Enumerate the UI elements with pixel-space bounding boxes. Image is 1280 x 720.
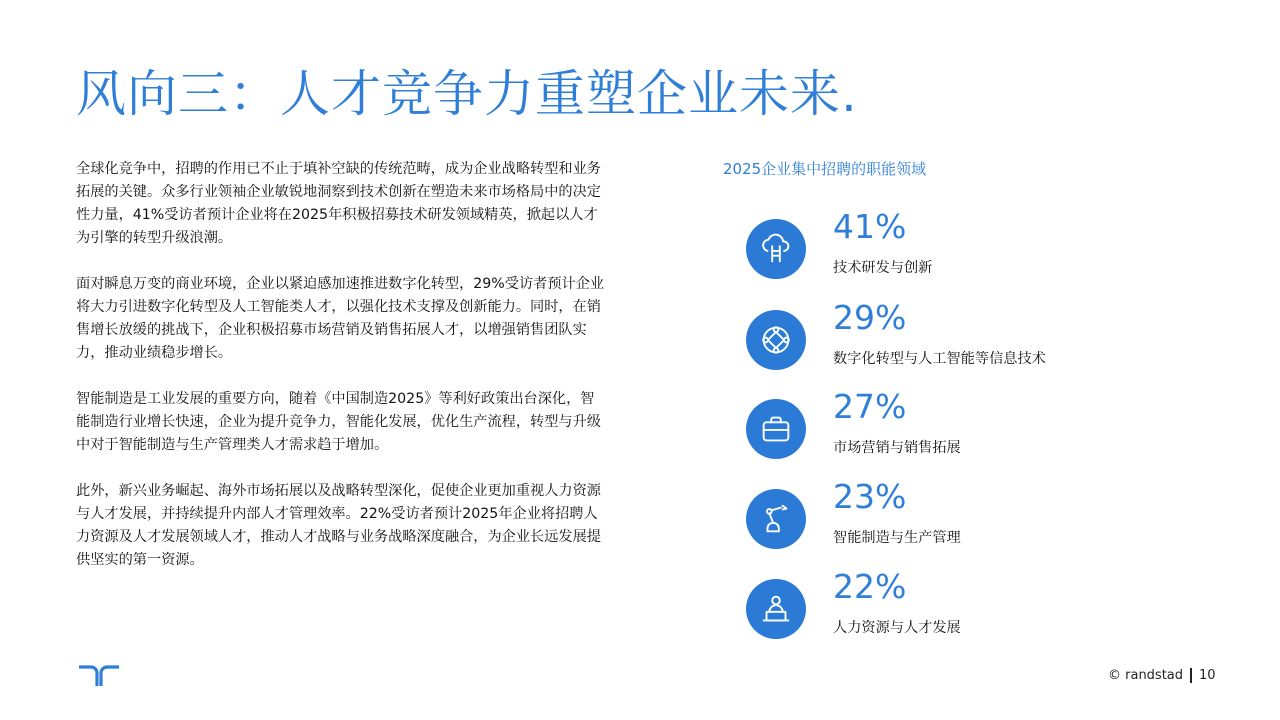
paragraph-4: 此外，新兴业务崛起、海外市场拓展以及战略转型深化，促使企业更加重视人力资源与人才发展，并持续提升内部人才管理效率。22%受访者预计2025年企业将招聘人力资源及人才发展领域人才，推动人才战略与业务战略深度融合，为企业长远发展提供坚实的第一资源。	[76, 483, 601, 568]
stat-value: 27%	[833, 387, 907, 426]
footer-divider	[1190, 668, 1192, 683]
person-laptop-icon	[746, 579, 806, 639]
stat-label: 技术研发与创新	[833, 260, 933, 276]
stat-value: 41%	[833, 207, 907, 246]
footer	[1108, 668, 1216, 683]
stat-label: 市场营销与销售拓展	[833, 440, 961, 456]
paragraph-2: 面对瞬息万变的商业环境，企业以紧迫感加速推进数字化转型，29%受访者预计企业将大力引进数字化转型及人工智能类人才，以强化技术支撑及创新能力。同时，在销售增长放缓的挑战下，企业积极招募市场营销及销售拓展人才，以增强销售团队实力，推动业绩稳步增长。	[76, 276, 605, 361]
stat-item-digital	[746, 298, 1106, 380]
briefcase-icon	[746, 399, 806, 459]
page-number: 10	[1199, 668, 1216, 683]
stat-label: 智能制造与生产管理	[833, 530, 961, 546]
body-text	[76, 158, 606, 595]
stat-label: 人力资源与人才发展	[833, 620, 961, 636]
sidebar-title: 2025企业集中招聘的职能领域	[723, 160, 927, 178]
cloud-ladder-icon	[746, 219, 806, 279]
stat-value: 22%	[833, 567, 907, 606]
paragraph-1: 全球化竞争中，招聘的作用已不止于填补空缺的传统范畴，成为企业战略转型和业务拓展的关键。众多行业领袖企业敏锐地洞察到技术创新在塑造未来市场格局中的决定性力量，41%受访者预计企业将在2025年积极招募技术研发领域精英，掀起以人才为引擎的转型升级浪潮。	[76, 161, 601, 246]
stat-item-marketing	[746, 387, 1106, 469]
robot-arm-icon	[746, 489, 806, 549]
stat-value: 23%	[833, 477, 907, 516]
page-title: 风向三：人才竞争力重塑企业未来.	[76, 65, 858, 123]
stat-value: 29%	[833, 298, 907, 337]
stat-item-hr	[746, 567, 1106, 649]
stat-label: 数字化转型与人工智能等信息技术	[833, 351, 1046, 367]
paragraph-3: 智能制造是工业发展的重要方向，随着《中国制造2025》等利好政策出台深化，智能制造行业增长快速，企业为提升竞争力，智能化发展，优化生产流程，转型与升级中对于智能制造与生产管理类人才需求趋于增加。	[76, 391, 601, 453]
network-icon	[746, 310, 806, 370]
stat-item-rd	[746, 207, 1106, 289]
stat-item-manufacturing	[746, 477, 1106, 559]
randstad-logo-icon	[77, 664, 121, 688]
footer-brand: © randstad	[1108, 668, 1184, 683]
